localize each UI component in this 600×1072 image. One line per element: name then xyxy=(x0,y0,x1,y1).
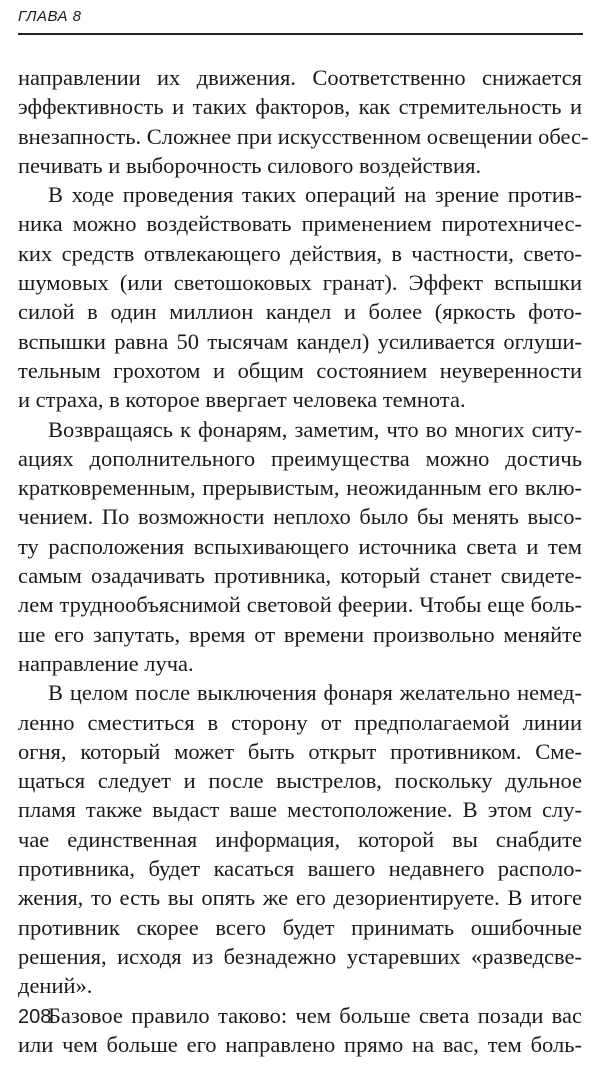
paragraph xyxy=(18,63,589,180)
text-line: эффективность и таких факторов, как стремительность и xyxy=(18,94,582,120)
text-line: направление луча. xyxy=(18,650,194,676)
paragraph xyxy=(18,415,582,679)
paragraph xyxy=(18,678,582,1000)
text-line: или чем больше его направлено прямо на вас, тем боль- xyxy=(18,1031,582,1057)
text-line: силой в один миллион кандел и более (яркость фото- xyxy=(18,299,582,325)
text-line: направлении их движения. Соответственно снижается xyxy=(18,65,582,90)
page-body-text xyxy=(18,63,589,1059)
text-line: ациях дополнительного преимущества можно достичь xyxy=(18,445,582,471)
text-line: ту расположения вспыхивающего источника света и тем xyxy=(18,533,582,559)
text-line: щаться следует и после выстрелов, поскольку дульное xyxy=(18,768,582,794)
text-line: самым озадачивать противника, который станет свидете- xyxy=(18,563,582,589)
text-line: печивать и выборочность силового воздействия. xyxy=(18,152,482,178)
text-line: дений». xyxy=(18,973,93,999)
text-line: тельным грохотом и общим состоянием неуверенности xyxy=(18,357,582,383)
text-line: кратковременным, прерывистым, неожиданным его вклю- xyxy=(18,475,582,501)
text-line: ленно сместиться в сторону от предполагаемой линии xyxy=(18,709,582,735)
running-header xyxy=(18,2,583,35)
page-number: 208 xyxy=(18,1006,52,1028)
text-line: Базовое правило таково: чем больше света позади вас xyxy=(48,1002,582,1028)
text-line: чением. По возможности неплохо было бы менять высо- xyxy=(18,504,582,530)
text-line: В ходе проведения таких операций на зрение против- xyxy=(48,182,582,208)
text-line: чае единственная информация, которой вы снабдите xyxy=(18,826,582,852)
text-line: вспышки равна 50 тысячам кандел) усиливается оглуши- xyxy=(18,328,582,354)
text-line: противник скорее всего будет принимать ошибочные xyxy=(18,914,582,940)
paragraph xyxy=(18,1001,582,1060)
text-line: лем труднообъяснимой световой феерии. Чтобы еще боль- xyxy=(18,592,582,618)
text-line: решения, исходя из безнадежно устаревших «разведсве- xyxy=(18,943,582,969)
text-line: Возвращаясь к фонарям, заметим, что во многих ситу- xyxy=(48,416,582,442)
text-line: пламя также выдаст ваше местоположение. В этом слу- xyxy=(18,797,582,823)
chapter-label: ГЛАВА 8 xyxy=(18,8,82,25)
text-line: внезапность. Сложнее при искусственном освещении обес- xyxy=(18,123,589,149)
paragraph xyxy=(18,180,582,414)
text-line: и страха, в которое ввергает человека темнота. xyxy=(18,387,466,413)
text-line: жения, то есть вы опять же его дезориентируете. В итоге xyxy=(18,885,582,911)
text-line: ше его запутать, время от времени произвольно меняйте xyxy=(18,621,582,647)
text-line: ника можно воздействовать применением пиротехничес- xyxy=(18,211,582,237)
text-line: ких средств отвлекающего действия, в частности, свето- xyxy=(18,240,582,266)
text-line: противника, будет касаться вашего недавнего располо- xyxy=(18,856,582,882)
text-line: шумовых (или светошоковых гранат). Эффект вспышки xyxy=(18,270,582,296)
text-line: огня, который может быть открыт противником. Сме- xyxy=(18,738,582,764)
text-line: В целом после выключения фонаря желательно немед- xyxy=(48,680,582,706)
